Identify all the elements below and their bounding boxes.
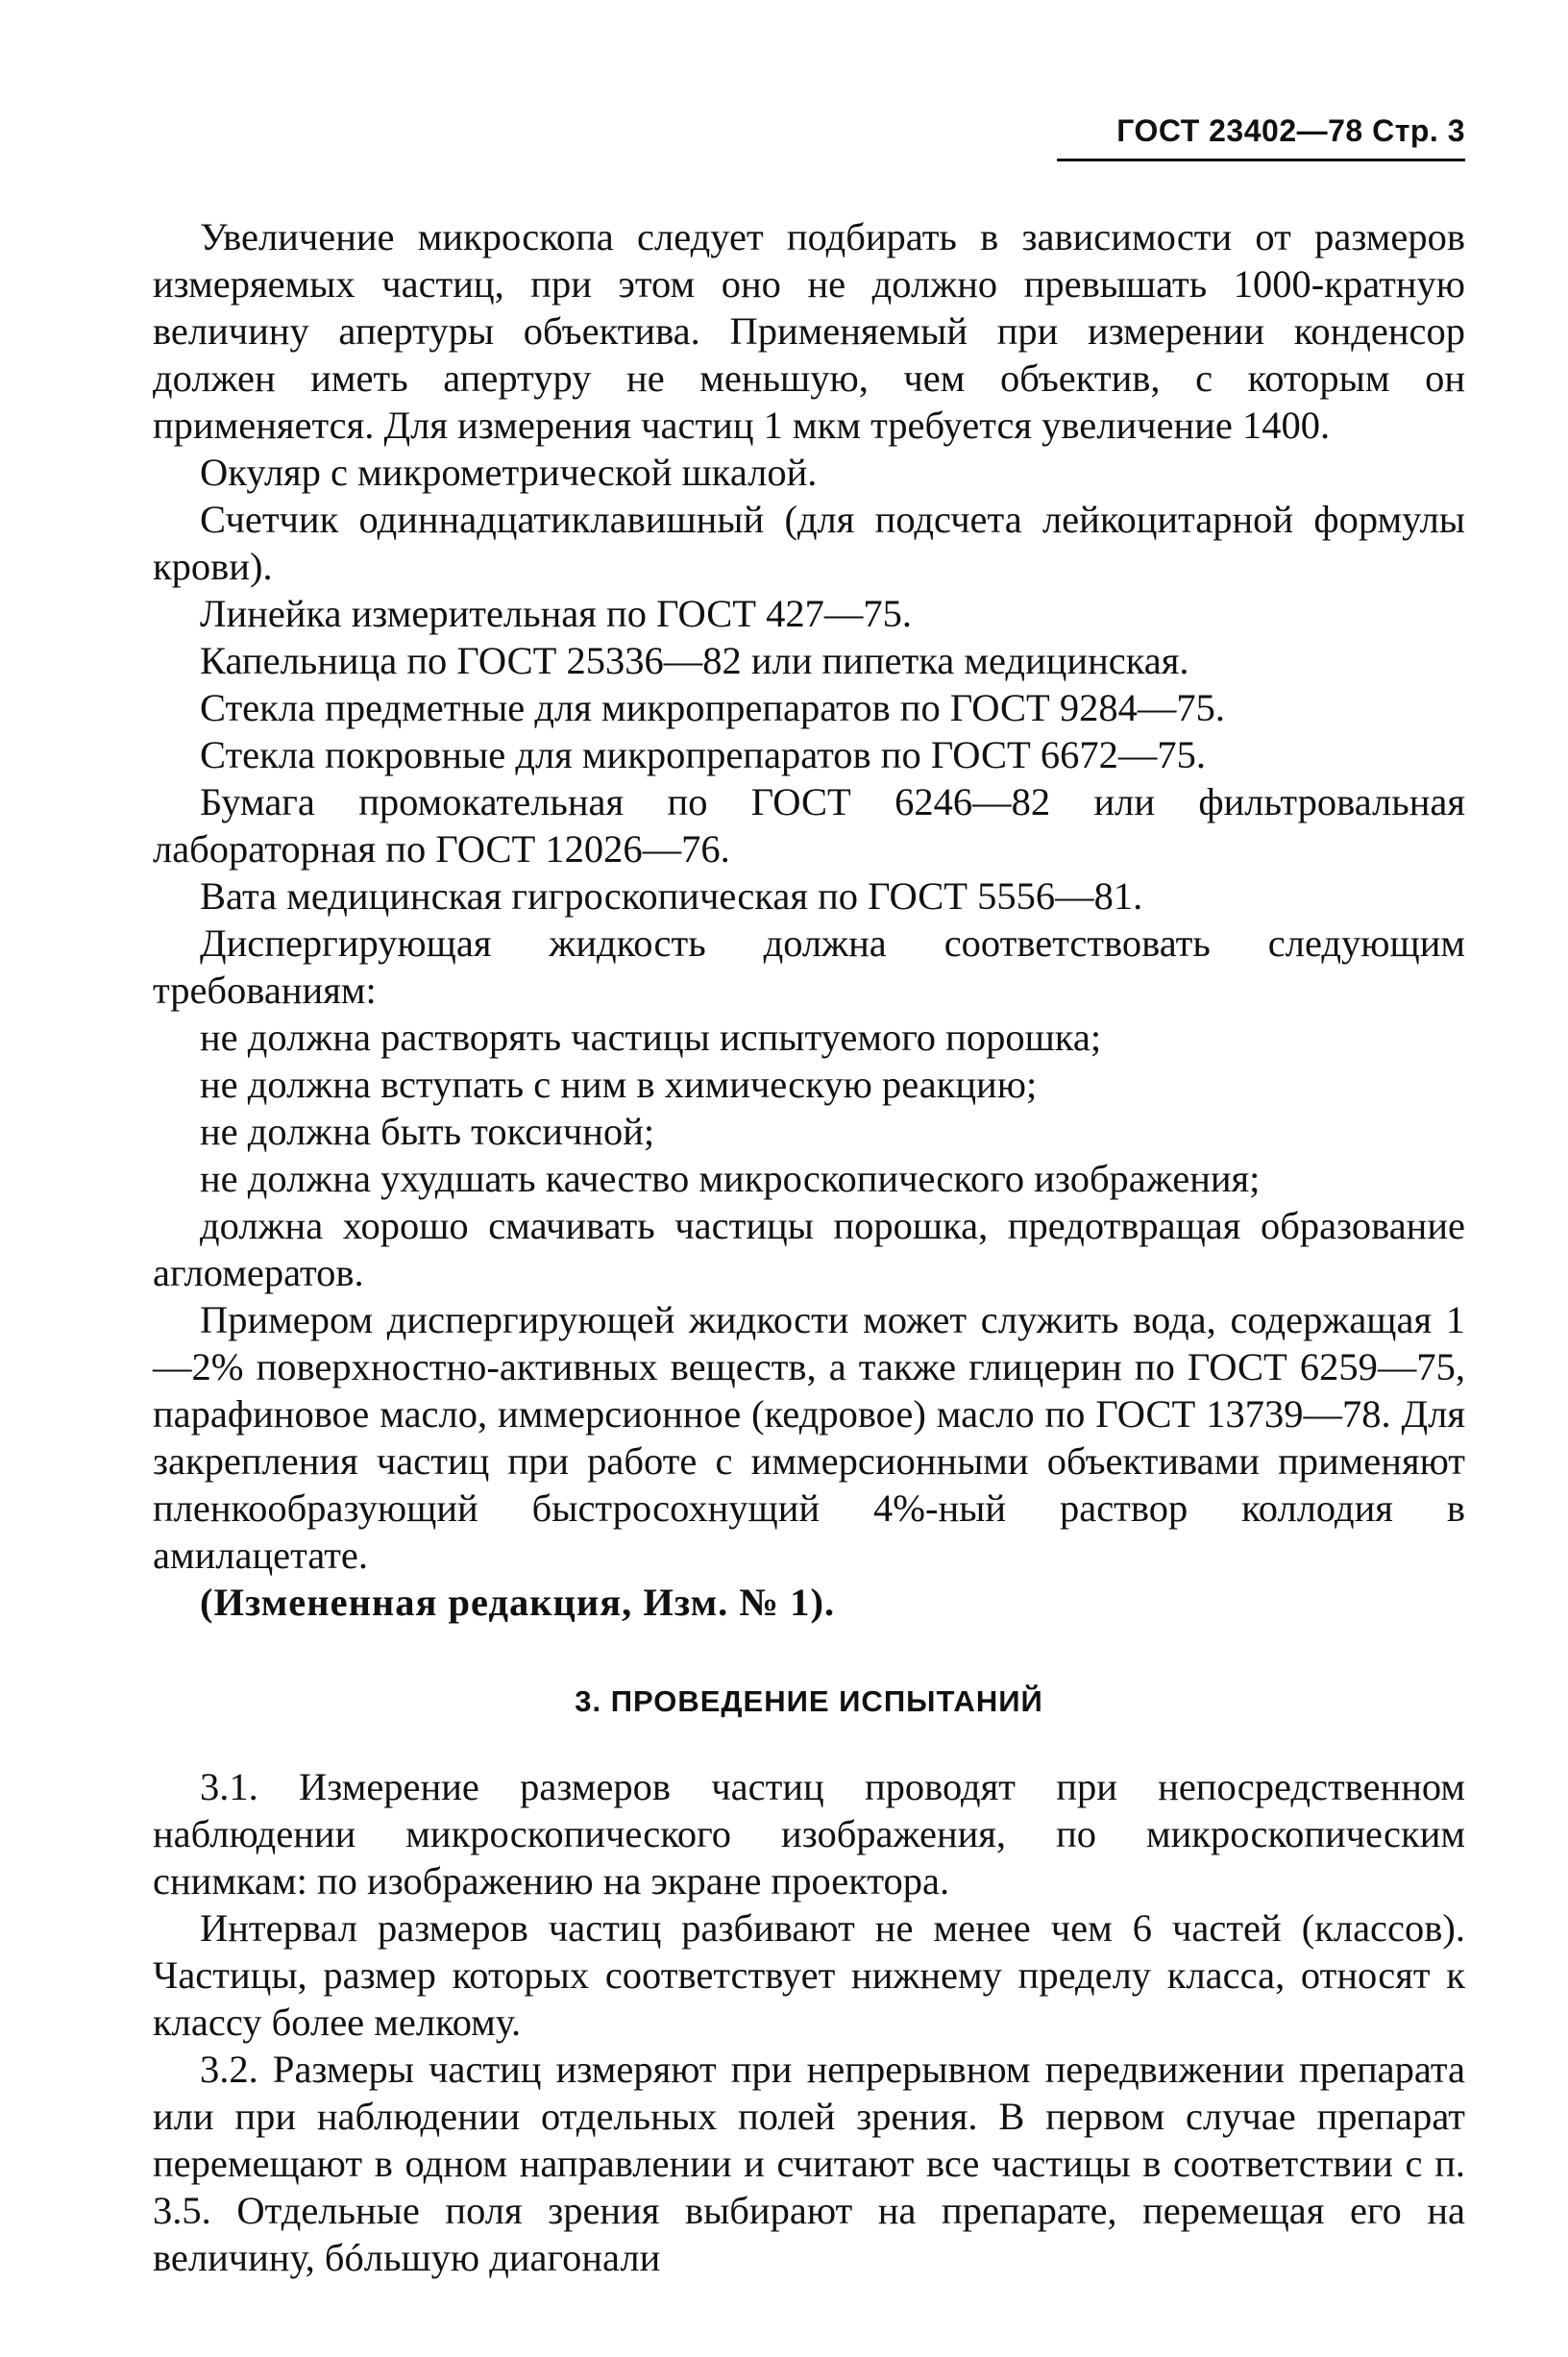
paragraph-eyepiece: Окуляр с микрометрической шкалой. [200,451,818,494]
paragraph-dropper: Капельница по ГОСТ 25336—82 или пипетка медицинская. [200,639,1189,682]
document-body [153,213,1465,2281]
paragraph-magnification [153,213,1465,449]
paragraph-cotton: Вата медицинская гигроскопическая по ГОСТ 5556—81. [200,874,1143,918]
requirement-item: не должна ухудшать качество микроскопического изображения; [200,1157,1261,1200]
paragraph-3-1: 3.1. Измерение размеров частиц проводят при непосредственном наблюдении микроскопического изображения, по микроскопическим снимкам: по изображению на экране проектора. [153,1765,1465,1903]
paragraph-dispersing-liquid: Диспергирующая жидкость должна соответствовать следующим требованиям: [153,921,1465,1012]
amendment-note: (Измененная редакция, Изм. № 1). [200,1581,836,1624]
paragraph-paper: Бумага промокательная по ГОСТ 6246—82 или фильтровальная лабораторная по ГОСТ 12026—76. [153,780,1465,871]
paragraph-example-liquid: Примером диспергирующей жидкости может служить вода, содержащая 1—2% поверхностно-активных веществ, а также глицерин по ГОСТ 6259—75, парафиновое масло, иммерсионное (кедровое) масло по ГОСТ 13739—78. Для закрепления частиц при работе с иммерсионными объективами применяют пленкообразующий быстросохнущий 4%-ный раствор коллодия в амилацетате. [153,1298,1465,1577]
requirement-item: должна хорошо смачивать частицы порошка, предотвращая образование агломератов. [153,1204,1465,1294]
section-heading: 3. ПРОВЕДЕНИЕ ИСПЫТАНИЙ [575,1684,1043,1718]
running-header: ГОСТ 23402—78 Стр. 3 [1057,113,1465,161]
paragraph-3-2: 3.2. Размеры частиц измеряют при непрерывном передвижении препарата или при наблюдении отдельных полей зрения. В первом случае препарат перемещают в одном направлении и считают все частицы в соответствии с п. 3.5. Отдельные поля зрения выбирают на препарате, перемещая его на величину, бóльшую диагонали [153,2048,1465,2279]
requirement-item: не должна быть токсичной; [200,1110,655,1153]
paragraph-size-intervals: Интервал размеров частиц разбивают не менее чем 6 частей (классов). Частицы, размер которых соответствует нижнему пределу класса, относят к классу более мелкому. [153,1906,1465,2044]
paragraph-slides: Стекла предметные для микропрепаратов по ГОСТ 9284—75. [200,686,1226,729]
paragraph-cover-glass: Стекла покровные для микропрепаратов по ГОСТ 6672—75. [200,733,1206,776]
requirement-item: не должна вступать с ним в химическую реакцию; [200,1063,1038,1106]
requirement-item: не должна растворять частицы испытуемого порошка; [200,1016,1102,1059]
paragraph-magnification-text: Увеличение микроскопа следует подбирать в зависимости от размеров измеряемых частиц, при этом оно не должно превышать 1000-кратную величину апертуры объектива. Применяемый при измерении конденсор должен иметь апертуру не меньшую, чем объектив, с которым он применяется. Для измерения частиц 1 мкм требуется увеличение 1400. [153,215,1465,447]
paragraph-counter: Счетчик одиннадцатиклавишный (для подсчета лейкоцитарной формулы крови). [153,498,1465,588]
paragraph-ruler: Линейка измерительная по ГОСТ 427—75. [200,592,912,635]
